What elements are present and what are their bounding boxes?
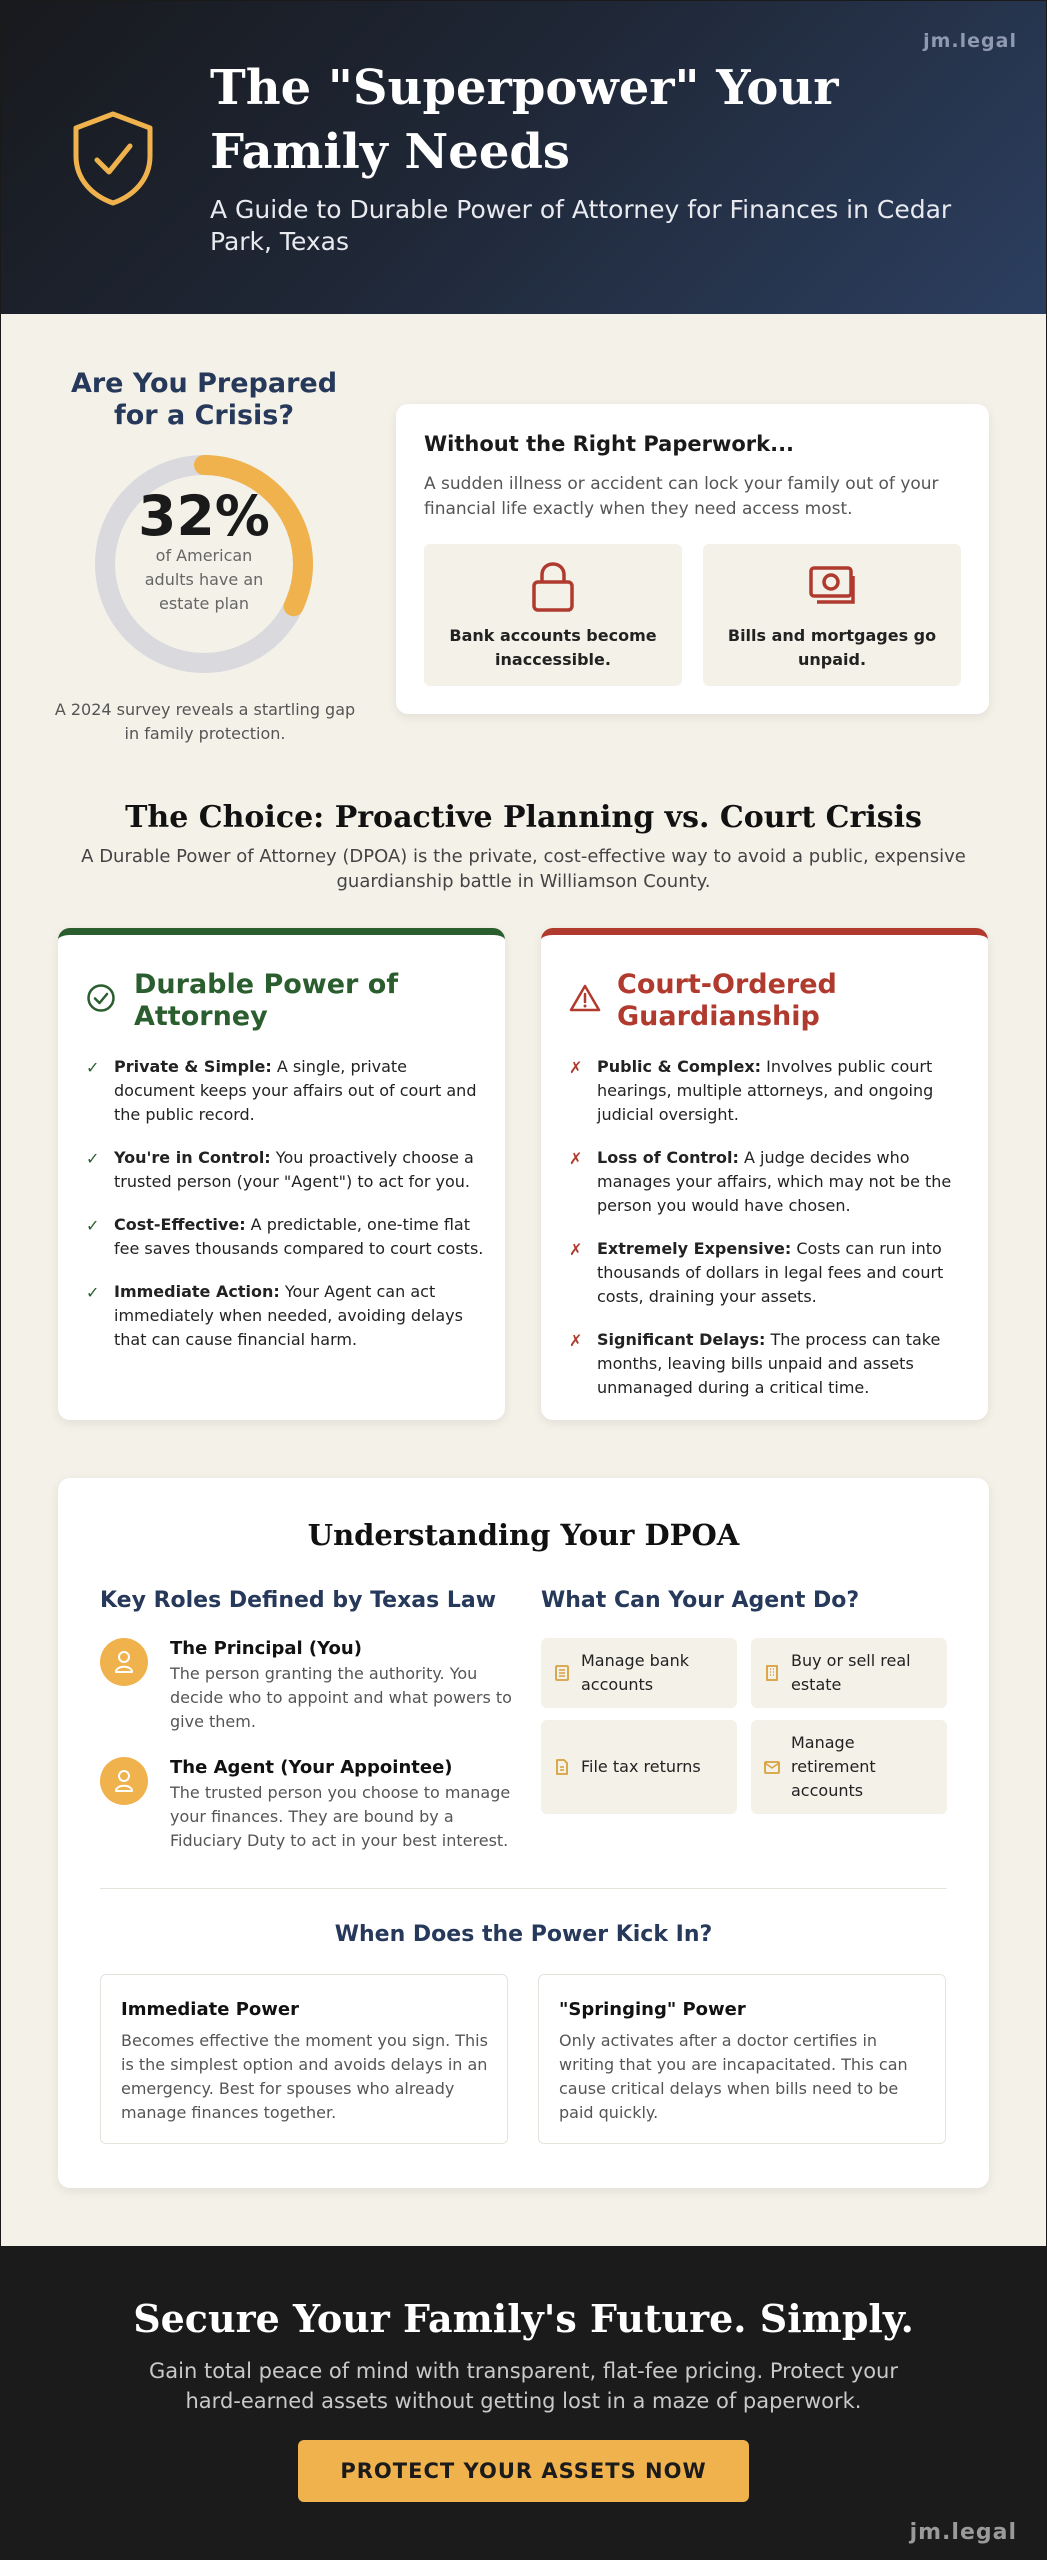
list-item <box>569 1237 969 1309</box>
checkmark-icon: ✓ <box>86 1149 100 1168</box>
cross-icon: ✗ <box>569 1240 583 1259</box>
brand-logo-footer[interactable]: jm.legal <box>909 2520 1017 2545</box>
item-heading: Immediate Action: <box>114 1282 280 1301</box>
paperwork-title: Without the Right Paperwork... <box>424 432 795 456</box>
list-item <box>86 1146 486 1194</box>
item-text: A single, private document keeps your affairs out of court and the public record. <box>114 1057 477 1124</box>
guardianship-drawbacks-list <box>569 1055 969 1419</box>
crisis-note: A 2024 survey reveals a startling gap in family protection. <box>54 700 356 743</box>
choice-subtitle: A Durable Power of Attorney (DPOA) is the private, cost-effective way to avoid a public, expensive guardianship battle in Williamson County. <box>81 846 966 892</box>
list-item <box>86 1280 486 1352</box>
list-item <box>569 1146 969 1218</box>
role-name: The Agent (Your Appointee) <box>170 1757 453 1778</box>
power-desc: Becomes effective the moment you sign. This is the simplest option and avoids delays in an emergency. Best for spouses who already manage finances together. <box>121 2031 488 2122</box>
task-label: Manage bank accounts <box>581 1651 690 1694</box>
checkmark-icon: ✓ <box>86 1283 100 1302</box>
crisis-heading: Are You Prepared for a Crisis? <box>70 368 338 431</box>
roles-heading: Key Roles Defined by Texas Law <box>100 1588 497 1613</box>
agent-powers-heading: What Can Your Agent Do? <box>541 1588 860 1613</box>
shield-check-icon <box>66 108 160 208</box>
power-name: Immediate Power <box>121 1999 299 2020</box>
item-text: Involves public court hearings, multiple attorneys, and ongoing judicial oversight. <box>597 1057 934 1124</box>
footer-subtitle: Gain total peace of mind with transparent, flat-fee pricing. Protect your hard-earned assets without getting lost in a maze of paperwork. <box>149 2359 898 2413</box>
document-icon <box>553 1758 571 1776</box>
tile-bills-unpaid <box>703 544 961 686</box>
item-text: Your Agent can act immediately when needed, avoiding delays that can cause financial harm. <box>114 1282 463 1349</box>
person-icon <box>100 1638 148 1686</box>
tile-bank-accounts <box>424 544 682 686</box>
task-tax-returns <box>541 1720 737 1814</box>
dpoa-card-title: Durable Power of Attorney <box>134 969 399 1032</box>
brand-logo[interactable]: jm.legal <box>923 30 1017 52</box>
role-desc: The person granting the authority. You decide who to appoint and what powers to give them. <box>170 1664 512 1731</box>
task-retirement <box>751 1720 947 1814</box>
protect-assets-button[interactable]: PROTECT YOUR ASSETS NOW <box>298 2440 749 2502</box>
item-text: You proactively choose a trusted person (your "Agent") to act for you. <box>114 1148 474 1191</box>
dpoa-benefits-list <box>86 1055 486 1371</box>
item-heading: You're in Control: <box>114 1148 271 1167</box>
dpoa-card <box>58 928 505 1420</box>
warning-icon <box>569 983 601 1013</box>
paperwork-text: A sudden illness or accident can lock your family out of your financial life exactly when they need access most. <box>424 474 939 519</box>
page-subtitle: A Guide to Durable Power of Attorney for Finances in Cedar Park, Texas <box>210 195 952 256</box>
checkmark-icon: ✓ <box>86 1058 100 1077</box>
item-text: Costs can run into thousands of dollars in legal fees and court costs, draining your assets. <box>597 1239 944 1306</box>
kick-in-heading: When Does the Power Kick In? <box>334 1922 713 1947</box>
tile-label: Bank accounts become inaccessible. <box>449 626 657 669</box>
dpoa-section-title: Understanding Your DPOA <box>307 1518 740 1552</box>
envelope-icon <box>763 1758 781 1776</box>
task-label: File tax returns <box>581 1757 701 1776</box>
checkmark-icon: ✓ <box>86 1216 100 1235</box>
item-text: A predictable, one-time flat fee saves thousands compared to court costs. <box>114 1215 484 1258</box>
page-title: The "Superpower" Your Family Needs <box>210 60 839 180</box>
cta-footer <box>0 2246 1047 2560</box>
list-item <box>569 1055 969 1127</box>
person-icon <box>100 1757 148 1805</box>
item-text: A judge decides who manages your affairs, which may not be the person you would have chosen. <box>597 1148 952 1215</box>
task-label: Manage retirement accounts <box>791 1733 876 1800</box>
hero-header <box>0 0 1047 314</box>
section-divider <box>100 1888 947 1889</box>
understanding-dpoa-section <box>58 1478 989 2188</box>
paperwork-card <box>396 404 989 714</box>
power-immediate <box>100 1974 508 2144</box>
item-heading: Extremely Expensive: <box>597 1239 792 1258</box>
tile-label: Bills and mortgages go unpaid. <box>727 626 937 669</box>
item-heading: Cost-Effective: <box>114 1215 246 1234</box>
task-real-estate <box>751 1638 947 1708</box>
role-desc: The trusted person you choose to manage your finances. They are bound by a Fiduciary Duty to act in your best interest. <box>170 1783 511 1850</box>
role-name: The Principal (You) <box>170 1638 362 1659</box>
money-icon <box>807 560 857 610</box>
item-heading: Significant Delays: <box>597 1330 766 1349</box>
guardianship-card-title: Court-Ordered Guardianship <box>617 969 837 1032</box>
building-icon <box>763 1664 781 1682</box>
choice-title: The Choice: Proactive Planning vs. Court Crisis <box>125 800 922 835</box>
item-heading: Public & Complex: <box>597 1057 762 1076</box>
power-springing <box>538 1974 946 2144</box>
item-text: The process can take months, leaving bills unpaid and assets unmanaged during a critical time. <box>597 1330 941 1397</box>
footer-title: Secure Your Family's Future. Simply. <box>133 2296 914 2341</box>
guardianship-card <box>541 928 988 1420</box>
cross-icon: ✗ <box>569 1058 583 1077</box>
list-item <box>86 1055 486 1127</box>
task-manage-bank <box>541 1638 737 1708</box>
donut-center <box>94 454 314 674</box>
cross-icon: ✗ <box>569 1331 583 1350</box>
item-heading: Loss of Control: <box>597 1148 739 1167</box>
lock-icon <box>528 560 578 614</box>
list-item <box>86 1213 486 1261</box>
bank-book-icon <box>553 1664 571 1682</box>
cross-icon: ✗ <box>569 1149 583 1168</box>
list-item <box>569 1328 969 1400</box>
donut-caption: of American adults have an estate plan <box>144 546 264 613</box>
power-desc: Only activates after a doctor certifies in writing that you are incapacitated. This can cause critical delays when bills need to be paid quickly. <box>559 2031 908 2122</box>
item-heading: Private & Simple: <box>114 1057 272 1076</box>
task-label: Buy or sell real estate <box>791 1651 911 1694</box>
power-name: "Springing" Power <box>559 1999 746 2020</box>
donut-percent: 32% <box>138 484 270 548</box>
check-circle-icon <box>86 983 116 1013</box>
